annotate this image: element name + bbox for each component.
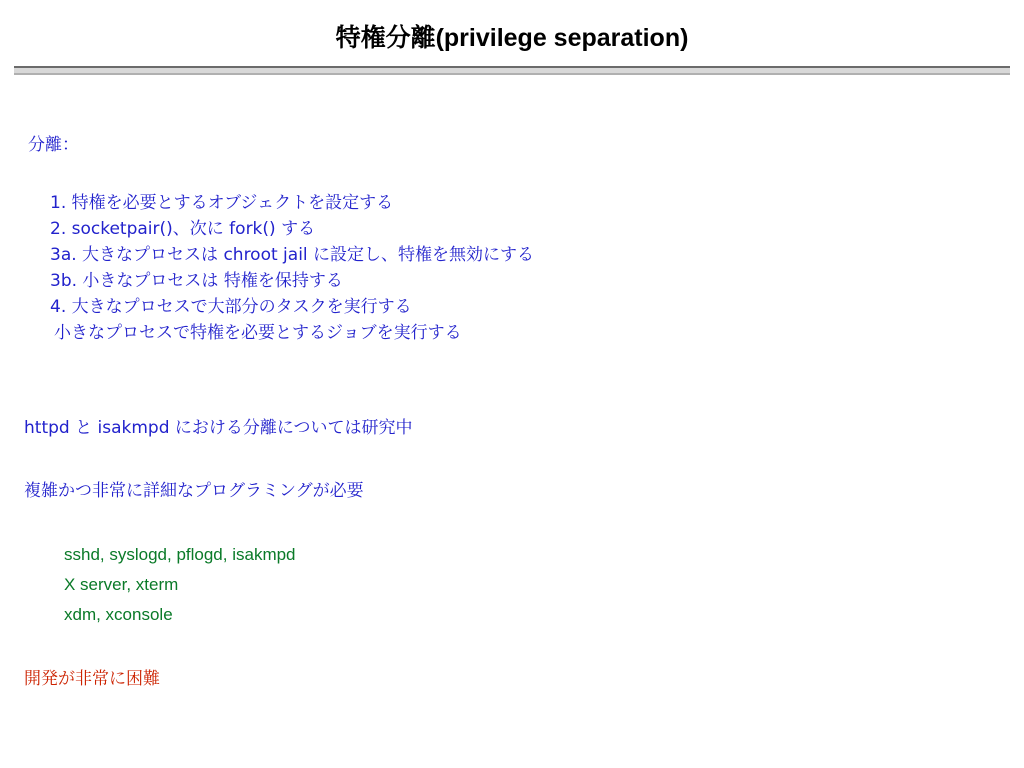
- difficulty-line: 開発が非常に困難: [24, 669, 160, 689]
- title-divider: [14, 66, 1010, 75]
- page-title: [0, 0, 1024, 54]
- page-title-english: (privilege separation): [435, 24, 689, 52]
- list-item: 2. socketpair()、次に fork() する: [50, 219, 316, 239]
- list-item: 3a. 大きなプロセスは chroot jail に設定し、特権を無効にする: [50, 245, 535, 265]
- page-title-japanese: 特権分離: [335, 23, 436, 52]
- separation-label: 分離：: [28, 135, 79, 155]
- programs-list: [64, 545, 296, 635]
- list-item: X server, xterm: [64, 575, 179, 594]
- list-item: 4. 大きなプロセスで大部分のタスクを実行する: [50, 297, 412, 317]
- slide-body: [0, 75, 1024, 689]
- list-item: sshd, syslogd, pflogd, isakmpd: [64, 545, 296, 564]
- research-line: httpd と isakmpd における分離については研究中: [24, 418, 413, 438]
- list-item: 小きなプロセスで特権を必要とするジョブを実行する: [54, 323, 462, 343]
- list-item: xdm, xconsole: [64, 605, 173, 624]
- list-item: 1. 特権を必要とするオブジェクトを設定する: [50, 193, 394, 213]
- steps-list: [50, 195, 534, 351]
- complexity-line: 複雑かつ非常に詳細なプログラミングが必要: [24, 481, 364, 501]
- list-item: 3b. 小きなプロセスは 特権を保持する: [50, 271, 343, 291]
